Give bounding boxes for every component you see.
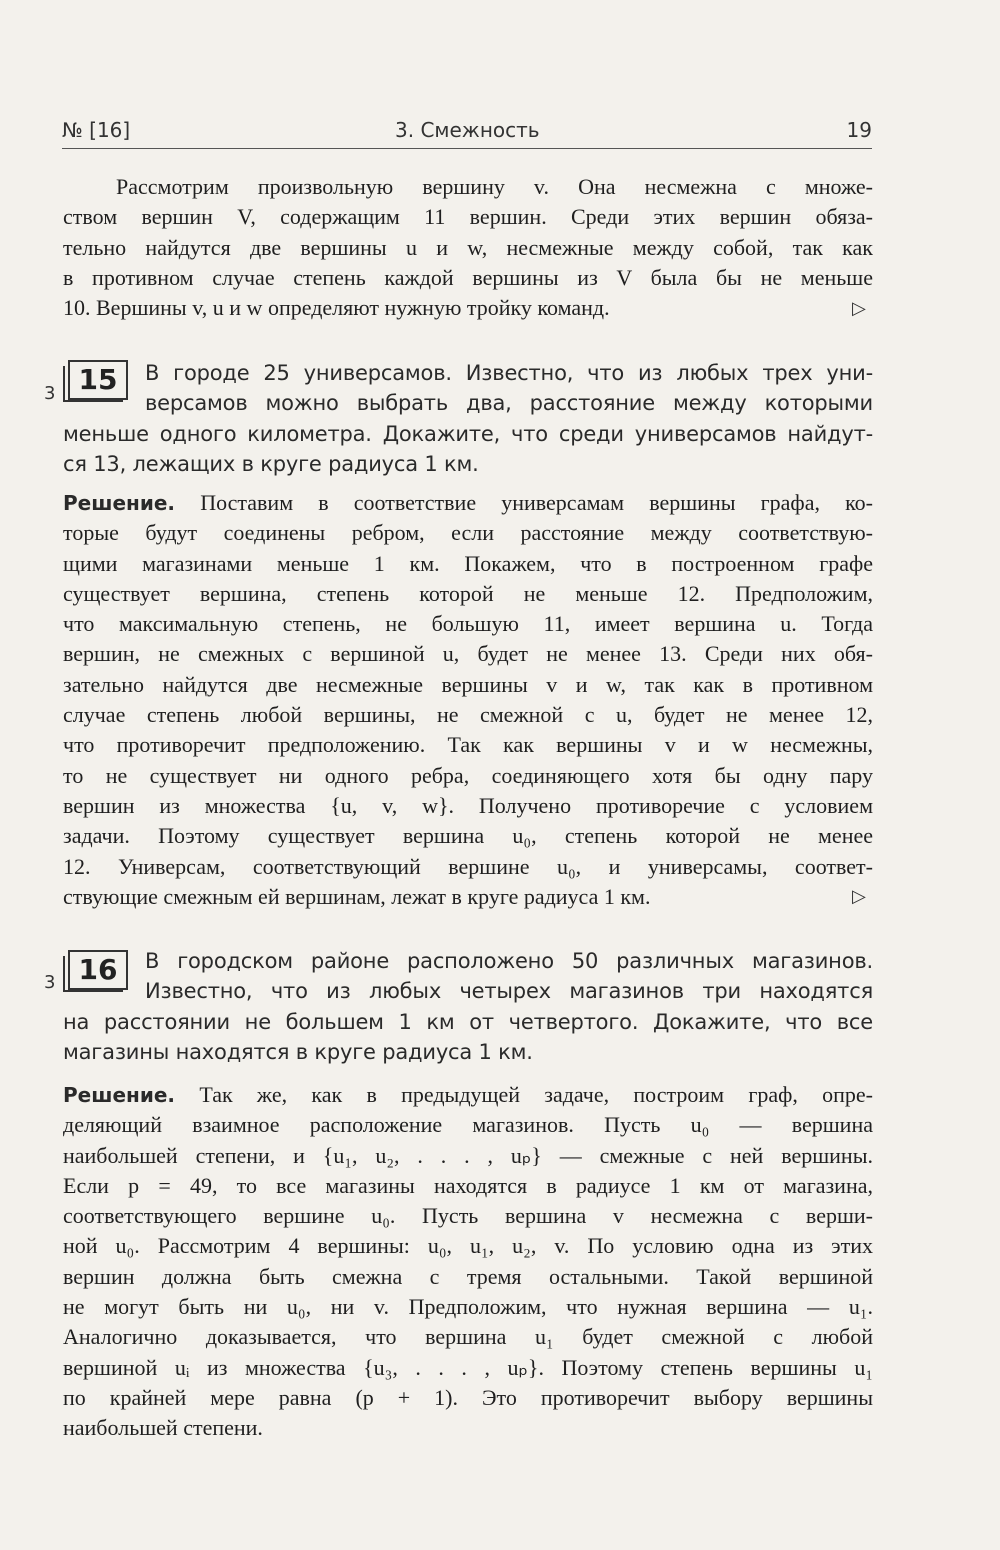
- text-line: торые будут соединены ребром, если расстояние между соответствую-: [63, 520, 873, 546]
- text-line: задачи. Поэтому существует вершина u₀, степень которой не менее: [63, 823, 873, 849]
- text-line: существует вершина, степень которой не меньше 12. Предположим,: [63, 580, 873, 606]
- text-line: наибольшей степени.: [63, 1415, 263, 1441]
- text-line: Рассмотрим произвольную вершину v. Она несмежна с множе-: [116, 174, 873, 199]
- text-line: соответствующего вершине u₀. Пусть вершина v несмежна с верши-: [63, 1203, 873, 1229]
- text-line: не могут быть ни u₀, ни v. Предположим, что нужная вершина — u₁.: [63, 1294, 873, 1320]
- header-problem-range: № [16]: [62, 118, 131, 142]
- text-line: ствующие смежным ей вершинам, лежат в круге радиуса 1 км.: [63, 883, 651, 909]
- text-line: по крайней мере равна (p + 1). Это противоречит выбору вершины: [63, 1384, 873, 1410]
- text-line: ством вершин V, содержащим 11 вершин. Среди этих вершин обяза-: [63, 204, 873, 230]
- text-line: Если p = 49, то все магазины находятся в радиусе 1 км от магазина,: [63, 1172, 873, 1198]
- text-line: Известно, что из любых четырех магазинов три находятся: [145, 979, 873, 1004]
- difficulty-level: 3: [44, 972, 56, 993]
- problem-15-statement: [63, 358, 873, 479]
- text-line: тельно найдутся две вершины u и w, несмежные между собой, так как: [63, 234, 873, 260]
- proof-end-mark: ▷: [852, 298, 866, 319]
- difficulty-level: 3: [44, 383, 56, 404]
- text-line: наибольшей степени, и {u₁, u₂, . . . , uₚ} — смежные с ней вершины.: [63, 1142, 873, 1168]
- text-line: щими магазинами меньше 1 км. Покажем, что в построенном графе: [63, 550, 873, 576]
- text-line: зательно найдутся две несмежные вершины v и w, так как в противном: [63, 671, 873, 697]
- solution-label: Решение.: [63, 491, 176, 515]
- problem-16-solution: [63, 1080, 873, 1444]
- text-line: ной u₀. Рассмотрим 4 вершины: u₀, u₁, u₂, v. По условию одна из этих: [63, 1233, 873, 1259]
- text-line: В городе 25 универсамов. Известно, что из любых трех уни-: [145, 361, 873, 385]
- text-line: ся 13, лежащих в круге радиуса 1 км.: [63, 451, 479, 476]
- text-line: на расстоянии не большем 1 км от четвертого. Докажите, что все: [63, 1009, 873, 1034]
- problem-16-statement: [63, 946, 873, 1067]
- text-line: версамов можно выбрать два, расстояние между которыми: [145, 391, 873, 416]
- text-line: вершин должна быть смежна с тремя остальными. Такой вершиной: [63, 1263, 873, 1289]
- text-line: в противном случае степень каждой вершины из V была бы не меньше: [63, 264, 873, 290]
- previous-solution-end: [63, 172, 873, 323]
- text-line: вершиной uᵢ из множества {u₃, . . . , uₚ}. Поэтому степень вершины u₁: [63, 1354, 873, 1380]
- text-line: 12. Универсам, соответствующий вершине u₀, и универсамы, соответ-: [63, 853, 873, 879]
- text-line: вершин из множества {u, v, w}. Получено противоречие с условием: [63, 792, 873, 818]
- text-line: магазины находятся в круге радиуса 1 км.: [63, 1039, 533, 1064]
- text-line: вершин, не смежных с вершиной u, будет не менее 13. Среди них обя-: [63, 641, 873, 667]
- text-line: Аналогично доказывается, что вершина u₁ будет смежной с любой: [63, 1324, 873, 1350]
- running-header: [62, 114, 872, 149]
- text-line: В городском районе расположено 50 различных магазинов.: [145, 949, 873, 973]
- text-line: то не существует ни одного ребра, соединяющего хотя бы одну пару: [63, 762, 873, 788]
- proof-end-mark: ▷: [852, 886, 866, 907]
- text-line: Так же, как в предыдущей задаче, построим граф, опре-: [199, 1082, 874, 1107]
- page-number: 19: [846, 118, 872, 142]
- text-line: Поставим в соответствие универсамам вершины графа, ко-: [200, 490, 873, 515]
- text-line: что противоречит предположению. Так как вершины v и w несмежны,: [63, 732, 873, 758]
- problem-number-box: 15: [68, 360, 128, 400]
- text-line: меньше одного километра. Докажите, что среди универсамов найдут-: [63, 421, 873, 446]
- problem-number-box: 16: [68, 950, 128, 990]
- header-chapter-title: 3. Смежность: [395, 118, 540, 142]
- text-line: что максимальную степень, не большую 11, имеет вершина u. Тогда: [63, 611, 873, 637]
- solution-label: Решение.: [63, 1083, 176, 1107]
- text-line: случае степень любой вершины, не смежной с u, будет не менее 12,: [63, 702, 873, 728]
- text-line: 10. Вершины v, u и w определяют нужную тройку команд.: [63, 295, 610, 321]
- problem-15-solution: [63, 488, 873, 912]
- text-line: деляющий взаимное расположение магазинов. Пусть u₀ — вершина: [63, 1112, 873, 1138]
